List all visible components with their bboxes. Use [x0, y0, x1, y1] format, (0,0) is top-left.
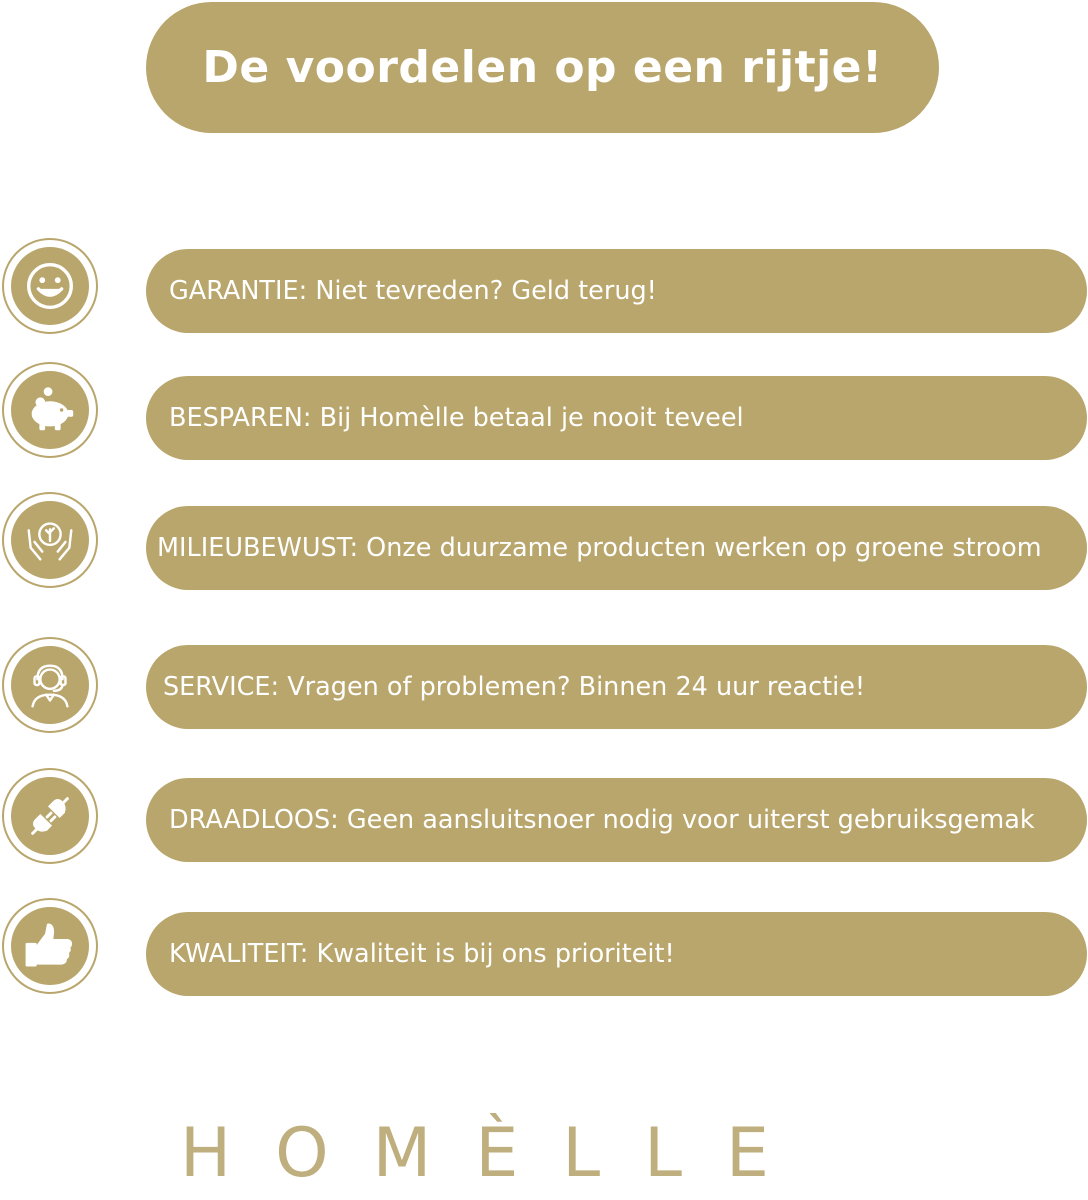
benefit-text: SERVICE: Vragen of problemen? Binnen 24 uur reactie! — [163, 672, 866, 702]
smiley-icon — [2, 238, 98, 334]
benefit-text: BESPAREN: Bij Homèlle betaal je nooit teveel — [169, 403, 744, 433]
thumbs-up-icon — [2, 898, 98, 994]
benefit-row-kwaliteit — [0, 898, 1088, 998]
benefit-row-draadloos — [0, 768, 1088, 868]
benefit-pill — [146, 376, 1087, 460]
headset-agent-icon — [2, 637, 98, 733]
plug-icon — [2, 768, 98, 864]
benefit-pill — [146, 912, 1087, 996]
benefit-pill — [146, 645, 1087, 729]
page-title: De voordelen op een rijtje! — [202, 42, 883, 93]
benefit-pill — [146, 249, 1087, 333]
benefit-text: GARANTIE: Niet tevreden? Geld terug! — [169, 276, 657, 306]
benefit-pill — [146, 778, 1087, 862]
brand-logo-text: HOMÈLLE — [180, 1113, 814, 1193]
benefit-row-milieubewust — [0, 492, 1088, 592]
piggy-bank-icon — [2, 362, 98, 458]
hands-leaf-icon — [2, 492, 98, 588]
brand-logo — [180, 1113, 940, 1193]
title-banner — [146, 2, 939, 133]
benefit-text: DRAADLOOS: Geen aansluitsnoer nodig voor uiterst gebruiksgemak — [169, 805, 1035, 835]
benefit-text: MILIEUBEWUST: Onze duurzame producten werken op groene stroom — [157, 533, 1042, 563]
benefit-row-service — [0, 637, 1088, 737]
benefit-row-garantie — [0, 238, 1088, 338]
benefit-pill — [146, 506, 1087, 590]
benefit-text: KWALITEIT: Kwaliteit is bij ons prioriteit! — [169, 939, 675, 969]
benefit-row-besparen — [0, 362, 1088, 462]
